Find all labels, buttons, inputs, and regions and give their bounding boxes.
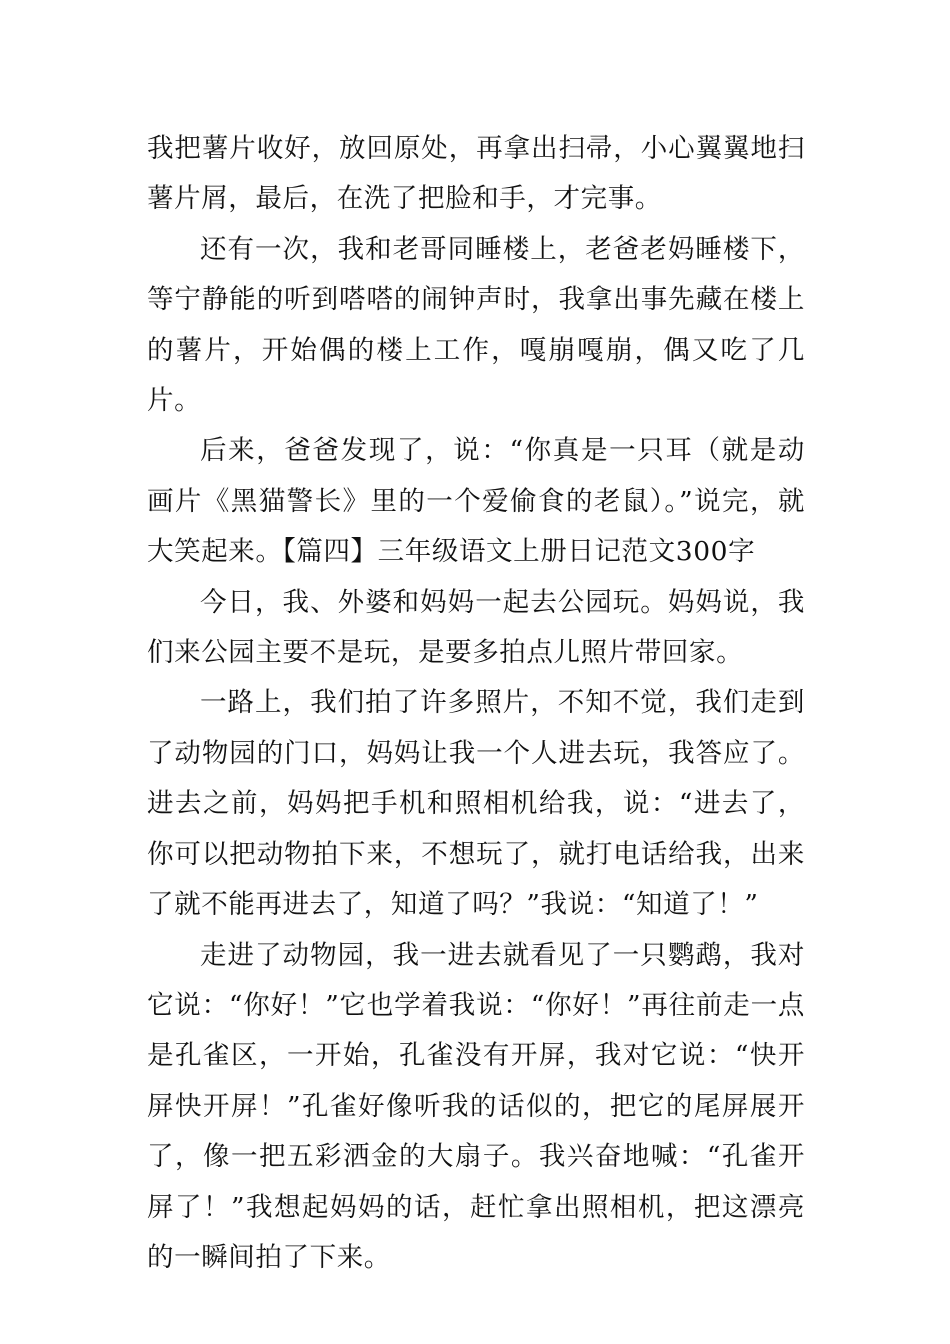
paragraph-2: 还有一次，我和老哥同睡楼上，老爸老妈睡楼下，等宁静能的听到嗒嗒的闹钟声时，我拿出事先藏在楼上的薯片，开始偶的楼上工作，嘎崩嘎崩，偶又吃了几片。: [147, 233, 805, 417]
paragraph-3: [147, 426, 805, 577]
section-heading: 【篇四】三年级语文上册日记范文300字: [282, 536, 756, 568]
body-text: [147, 124, 805, 1283]
paragraph-4: 今日，我、外婆和妈妈一起去公园玩。妈妈说，我们来公园主要不是玩，是要多拍点儿照片带回家。: [147, 586, 805, 669]
paragraph-5: 一路上，我们拍了许多照片，不知不觉，我们走到了动物园的门口，妈妈让我一个人进去玩，我答应了。进去之前，妈妈把手机和照相机给我，说：“进去了，你可以把动物拍下来，不想玩了，就打电话给我，出来了就不能再进去了，知道了吗？”我说：“知道了！”: [147, 687, 805, 921]
paragraph-6: 走进了动物园，我一进去就看见了一只鹦鹉，我对它说：“你好！”它也学着我说：“你好！”再往前走一点是孔雀区，一开始，孔雀没有开屏，我对它说：“快开屏快开屏！”孔雀好像听我的话似的，把它的尾屏展开了，像一把五彩洒金的大扇子。我兴奋地喊：“孔雀开屏了！”我想起妈妈的话，赶忙拿出照相机，把这漂亮的一瞬间拍了下来。: [147, 939, 805, 1273]
paragraph-3-text: 后来，爸爸发现了，说：“你真是一只耳（就是动画片《黑猫警长》里的一个爱偷食的老鼠）。”说完，就大笑起来。: [147, 435, 805, 568]
paragraph-1: 我把薯片收好，放回原处，再拿出扫帚，小心翼翼地扫薯片屑，最后，在洗了把脸和手，才完事。: [147, 133, 805, 215]
